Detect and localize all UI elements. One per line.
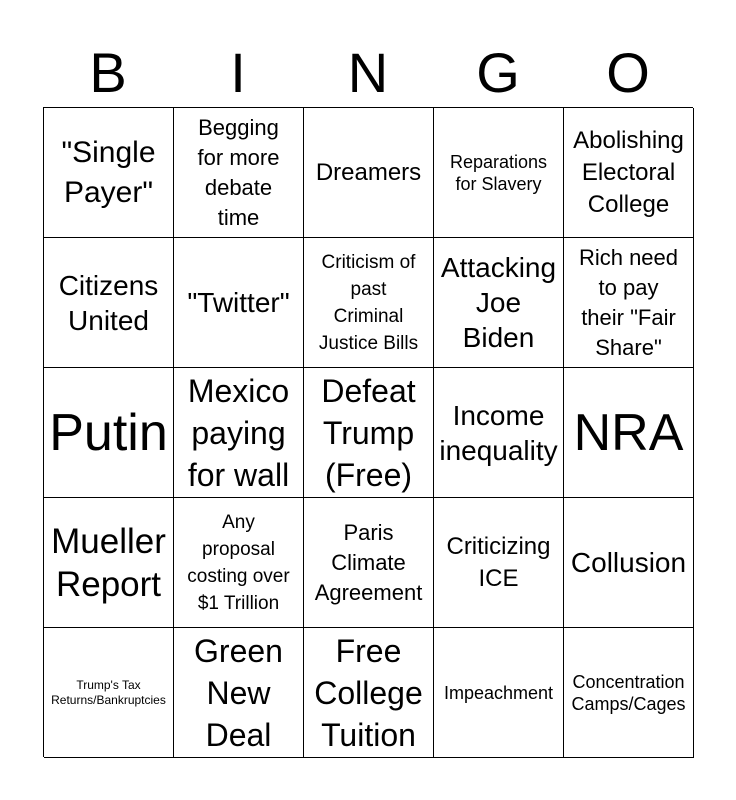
header-letter-n: N — [347, 41, 389, 104]
cell-text: Paris Climate Agreement — [314, 519, 423, 605]
cell-text: Attacking Joe Biden — [440, 252, 557, 353]
bingo-cell[interactable] — [44, 238, 174, 368]
cell-text: Concentration Camps/Cages — [571, 671, 686, 714]
bingo-cell[interactable] — [174, 628, 304, 758]
bingo-cell[interactable] — [434, 498, 564, 628]
cell-text: Putin — [49, 403, 168, 462]
cell-text: Rich need to pay their "Fair Share" — [578, 244, 679, 360]
bingo-cell[interactable] — [434, 108, 564, 238]
bingo-cell[interactable] — [564, 108, 694, 238]
bingo-cell[interactable] — [44, 628, 174, 758]
bingo-cell[interactable] — [304, 108, 434, 238]
bingo-cell[interactable] — [174, 368, 304, 498]
cell-text: Reparations for Slavery — [449, 151, 548, 194]
cell-text: Defeat Trump (Free) — [321, 372, 416, 493]
bingo-cell[interactable] — [564, 368, 694, 498]
cell-text: Green New Deal — [194, 632, 283, 753]
bingo-cell[interactable] — [564, 628, 694, 758]
cell-text: "Twitter" — [187, 287, 290, 318]
cell-text: Income inequality — [439, 399, 558, 466]
cell-text: Collusion — [570, 547, 687, 578]
cell-text: Abolishing Electoral College — [573, 126, 684, 218]
cell-text: Citizens United — [58, 269, 159, 336]
bingo-cell[interactable] — [434, 628, 564, 758]
cell-text: Criticizing ICE — [446, 532, 551, 592]
cell-text: "Single Payer" — [61, 135, 156, 209]
bingo-cell[interactable] — [304, 498, 434, 628]
cell-text: Dreamers — [315, 158, 422, 186]
bingo-cell[interactable] — [304, 238, 434, 368]
cell-text: Begging for more debate time — [197, 114, 280, 230]
cell-text: Impeachment — [443, 682, 554, 703]
bingo-cell[interactable] — [434, 368, 564, 498]
cell-text: Mueller Report — [51, 521, 166, 604]
bingo-cell[interactable] — [174, 108, 304, 238]
header-letter-g: G — [476, 41, 520, 104]
cell-text: Trump's Tax Returns/Bankruptcies — [51, 677, 166, 707]
bingo-cell[interactable] — [44, 368, 174, 498]
bingo-board — [43, 107, 693, 757]
bingo-cell[interactable] — [174, 498, 304, 628]
cell-text: Free College Tuition — [314, 632, 423, 753]
bingo-header — [43, 40, 693, 106]
cell-text: Any proposal costing over $1 Trillion — [187, 511, 290, 614]
cell-text: Mexico paying for wall — [187, 372, 290, 493]
bingo-cell[interactable] — [304, 368, 434, 498]
bingo-cell[interactable] — [434, 238, 564, 368]
header-letter-b: B — [89, 41, 127, 104]
bingo-cell[interactable] — [174, 238, 304, 368]
cell-text: NRA — [573, 403, 684, 462]
bingo-cell[interactable] — [564, 238, 694, 368]
bingo-cell[interactable] — [304, 628, 434, 758]
cell-text: Criticism of past Criminal Justice Bills — [318, 251, 419, 354]
header-letter-i: I — [230, 41, 246, 104]
bingo-cell[interactable] — [564, 498, 694, 628]
bingo-cell[interactable] — [44, 498, 174, 628]
bingo-cell[interactable] — [44, 108, 174, 238]
header-letter-o: O — [606, 41, 650, 104]
